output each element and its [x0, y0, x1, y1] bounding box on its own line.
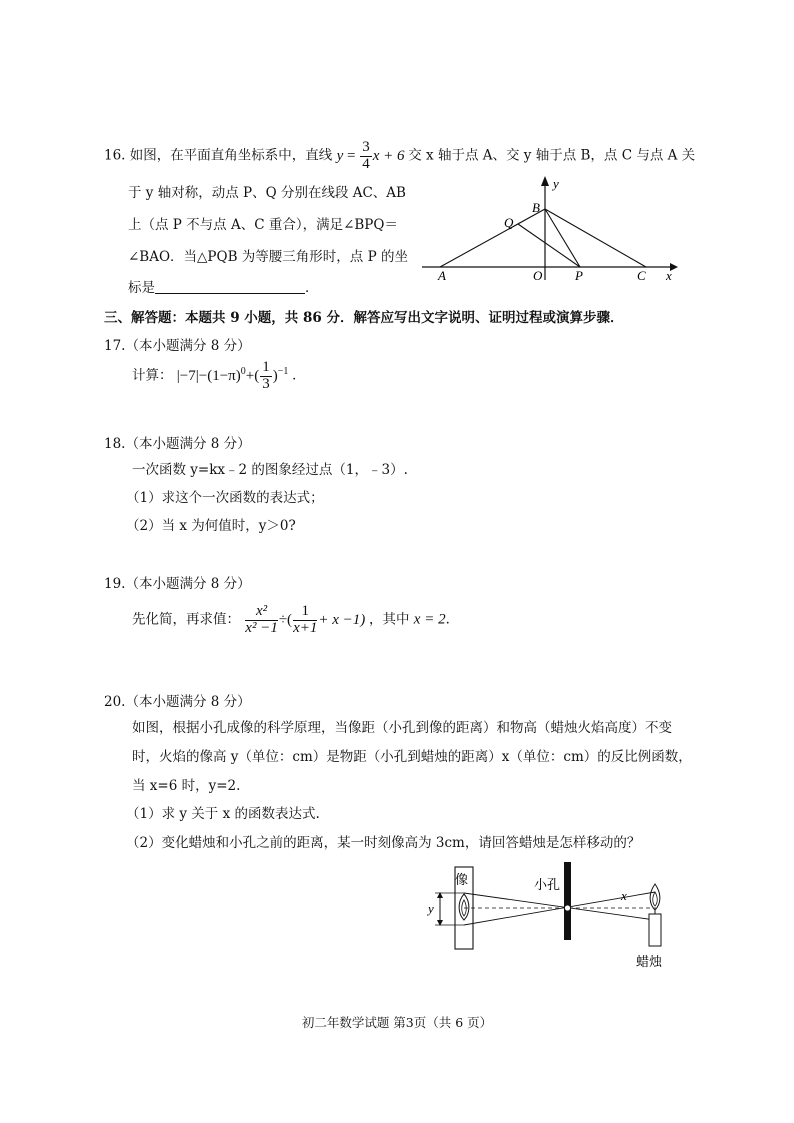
q16-number: 16.	[104, 147, 126, 164]
q16-line3: 上（点 P 不与点 A、C 重合），满足∠BPQ＝	[128, 217, 398, 233]
segment-QP	[518, 224, 580, 267]
q20-part1: （1）求 y 关于 x 的函数表达式.	[126, 806, 320, 822]
label-x: x	[621, 888, 627, 903]
q16-answer-blank	[155, 279, 305, 294]
q17-fraction: $\frac{1}{3}$	[262, 359, 270, 392]
label-y: y	[553, 176, 559, 191]
label-O: O	[533, 268, 543, 282]
q16-line2: 于 y 轴对称，动点 P、Q 分别在线段 AC、AB	[128, 185, 406, 201]
label-hole: 小孔	[534, 877, 561, 892]
q19-expression: 先化简，再求值： $\frac{\text{x²}}{\text{x² −1}}$ ÷( $\frac{1}{x+1}+ x -1$) ，其中 x = 2．	[132, 603, 460, 636]
segment-AB	[440, 209, 545, 267]
q20-header: 20.（本小题满分 8 分）	[104, 694, 251, 710]
label-B: B	[532, 200, 540, 215]
q16-text-intro: 如图，在平面直角坐标系中，直线	[129, 147, 333, 164]
label-candle: 蜡烛	[636, 954, 663, 969]
q19-fraction-2: $\frac{1}{x+1}$	[293, 603, 318, 636]
q17-expression: 计算： $|-7|-(1-\pi)^0+$( $\frac{1}{3}$ )$^{-1}$ ．	[132, 359, 306, 392]
q20-line3: 当 x=6 时，y=2.	[132, 778, 241, 794]
q18-part2: （2）当 x 为何值时，y＞0?	[126, 518, 296, 534]
label-A: A	[438, 268, 446, 282]
label-P: P	[575, 268, 583, 282]
segment-BC	[545, 209, 646, 267]
q19-header: 19.（本小题满分 8 分）	[104, 576, 251, 592]
section3-heading: 三、解答题：本题共 9 小题，共 86 分．解答应写出文字说明、证明过程或演算步骤．	[104, 310, 624, 326]
label-y: y	[428, 901, 434, 916]
q16-line4: ∠BAO．当△PQB 为等腰三角形时，点 P 的坐	[128, 249, 408, 265]
q16-fraction: $\frac{3}{4}$	[362, 139, 370, 172]
pinhole-board	[564, 862, 571, 940]
y-axis-arrow	[541, 176, 549, 186]
q20-part2: （2）变化蜡烛和小孔之前的距离，某一时刻像高为 3cm，请回答蜡烛是怎样移动的？	[126, 835, 641, 851]
q18-part1: （1）求这个一次函数的表达式；	[126, 490, 324, 506]
pinhole	[565, 905, 571, 911]
q18-header: 18.（本小题满分 8 分）	[104, 436, 251, 452]
page-footer: 初二年数学试题 第3页（共 6 页）	[301, 1015, 493, 1030]
q20-pinhole-figure	[418, 862, 678, 974]
q19-fraction-1: $\frac{\text{x²}}{\text{x² −1}}$	[245, 603, 278, 636]
label-image: 像	[455, 872, 469, 887]
q16-line-equation: y = $\frac{3}{4}$ x + 6	[336, 139, 405, 172]
q16-line5: 标是 ．	[128, 280, 319, 296]
q17-header: 17.（本小题满分 8 分）	[104, 338, 251, 354]
label-C: C	[637, 268, 646, 282]
q20-line2: 时，火焰的像高 y（单位：cm）是物距（小孔到蜡烛的距离）x（单位：cm）的反比例函数，	[132, 749, 692, 765]
segment-BP	[545, 209, 580, 267]
q16-text-after-eq: 交 x 轴于点 A、交 y 轴于点 B，点 C 与点 A 关	[408, 147, 696, 164]
q20-line1: 如图，根据小孔成像的科学原理，当像距（小孔到像的距离）和物高（蜡烛火焰高度）不变	[132, 720, 672, 736]
label-x: x	[666, 268, 672, 282]
candle-body	[649, 914, 661, 946]
q16-line1	[104, 140, 695, 173]
q16-coordinate-figure	[420, 172, 680, 282]
label-Q: Q	[504, 215, 514, 230]
q18-stem: 一次函数 y=kx﹣2 的图象经过点（1，﹣3）.	[132, 462, 408, 478]
